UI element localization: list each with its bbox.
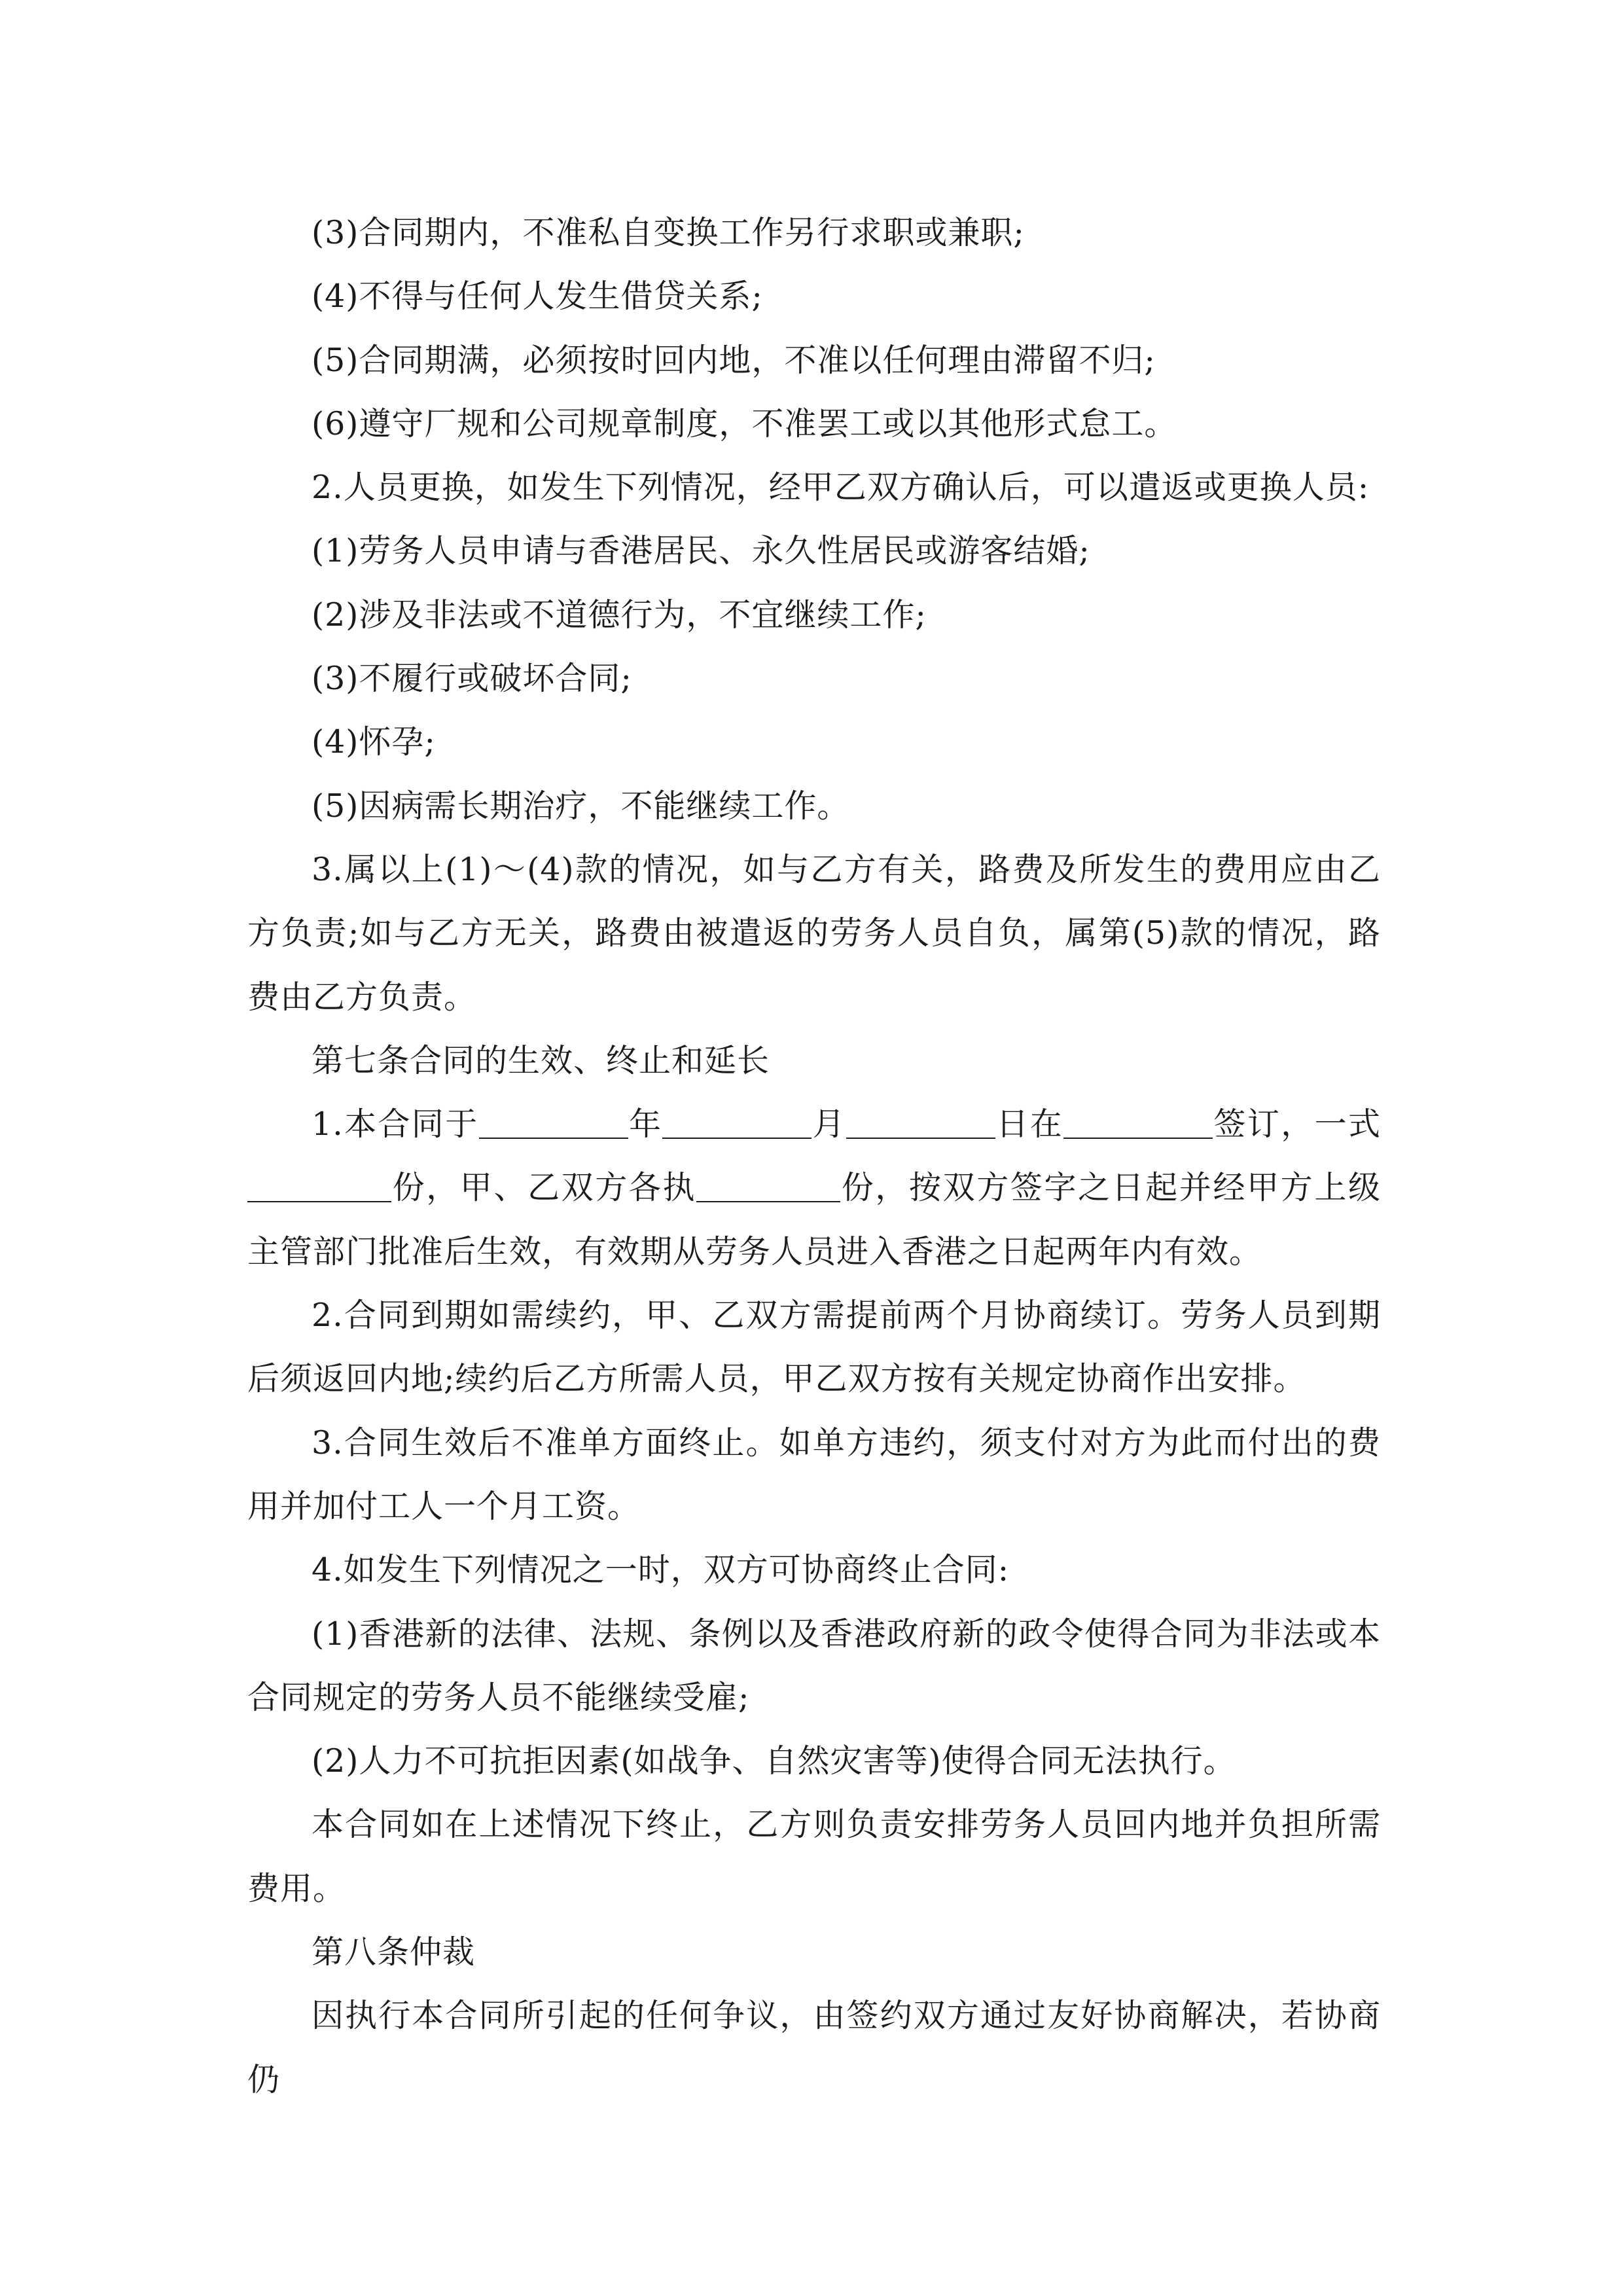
section-heading-article-8: 第八条仲裁 xyxy=(312,1933,476,1971)
clause-paragraph: 3.属以上(1)～(4)款的情况，如与乙方有关，路费及所发生的费用应由乙方负责;如与乙方无关，路费由被遣返的劳务人员自负，属第(5)款的情况，路费由乙方负责。 xyxy=(247,850,1381,1016)
month-label: 月 xyxy=(812,1105,847,1143)
clause-line: (1)劳务人员申请与香港居民、永久性居民或游客结婚; xyxy=(312,532,1090,570)
clause-line: (5)合同期满，必须按时回内地，不准以任何理由滞留不归; xyxy=(312,341,1156,379)
clause-line: (4)不得与任何人发生借贷关系; xyxy=(312,278,763,315)
blank-field-month[interactable] xyxy=(662,1105,812,1139)
clause-paragraph: 2.合同到期如需续约，甲、乙双方需提前两个月协商续订。劳务人员到期后须返回内地;续约后乙方所需人员，甲乙双方按有关规定协商作出安排。 xyxy=(247,1297,1381,1398)
clause-line: 4.如发生下列情况之一时，双方可协商终止合同: xyxy=(312,1551,1010,1589)
clause-line: (2)人力不可抗拒因素(如战争、自然灾害等)使得合同无法执行。 xyxy=(312,1742,1236,1780)
signing-prefix: 1.本合同于 xyxy=(312,1105,479,1143)
clause-line: (4)怀孕; xyxy=(312,723,436,761)
clause-paragraph: (1)香港新的法律、法规、条例以及香港政府新的政令使得合同为非法或本合同规定的劳务人员不能继续受雇; xyxy=(247,1615,1381,1716)
signed-label: 签订，一式 xyxy=(1213,1105,1381,1143)
clause-line: (2)涉及非法或不道德行为，不宜继续工作; xyxy=(312,596,927,634)
section-heading-article-7: 第七条合同的生效、终止和延长 xyxy=(312,1041,770,1079)
document-body xyxy=(247,201,1381,2111)
blank-field-copies[interactable] xyxy=(247,1169,391,1202)
blank-field-day[interactable] xyxy=(846,1105,995,1139)
clause-line: 2.人员更换，如发生下列情况，经甲乙双方确认后，可以遣返或更换人员: xyxy=(312,469,1370,507)
blank-field-each-copies[interactable] xyxy=(696,1169,840,1202)
clause-line: 因执行本合同所引起的任何争议，由签约双方通过友好协商解决，若协商仍 xyxy=(247,1997,1381,2098)
clause-line: (3)合同期内，不准私自变换工作另行求职或兼职; xyxy=(312,214,1025,251)
clause-line: (3)不履行或破坏合同; xyxy=(312,660,632,698)
clause-paragraph: 3.合同生效后不准单方面终止。如单方违约，须支付对方为此而付出的费用并加付工人一个月工资。 xyxy=(247,1424,1381,1525)
year-label: 年 xyxy=(628,1105,663,1143)
signing-rest: 份，按双方签字之日起并经甲方上级主管部门批准后生效，有效期从劳务人员进入香港之日起两年内有效。 xyxy=(247,1169,1381,1270)
blank-field-year[interactable] xyxy=(479,1105,628,1139)
clause-paragraph: 本合同如在上述情况下终止，乙方则负责安排劳务人员回内地并负担所需费用。 xyxy=(247,1806,1381,1907)
signing-clause xyxy=(247,1092,1381,1283)
copies-label: 份，甲、乙双方各执 xyxy=(391,1169,697,1207)
blank-field-place[interactable] xyxy=(1063,1105,1213,1139)
clause-line: (6)遵守厂规和公司规章制度，不准罢工或以其他形式怠工。 xyxy=(312,404,1177,442)
clause-line: (5)因病需长期治疗，不能继续工作。 xyxy=(312,787,850,825)
day-label: 日在 xyxy=(995,1105,1064,1143)
